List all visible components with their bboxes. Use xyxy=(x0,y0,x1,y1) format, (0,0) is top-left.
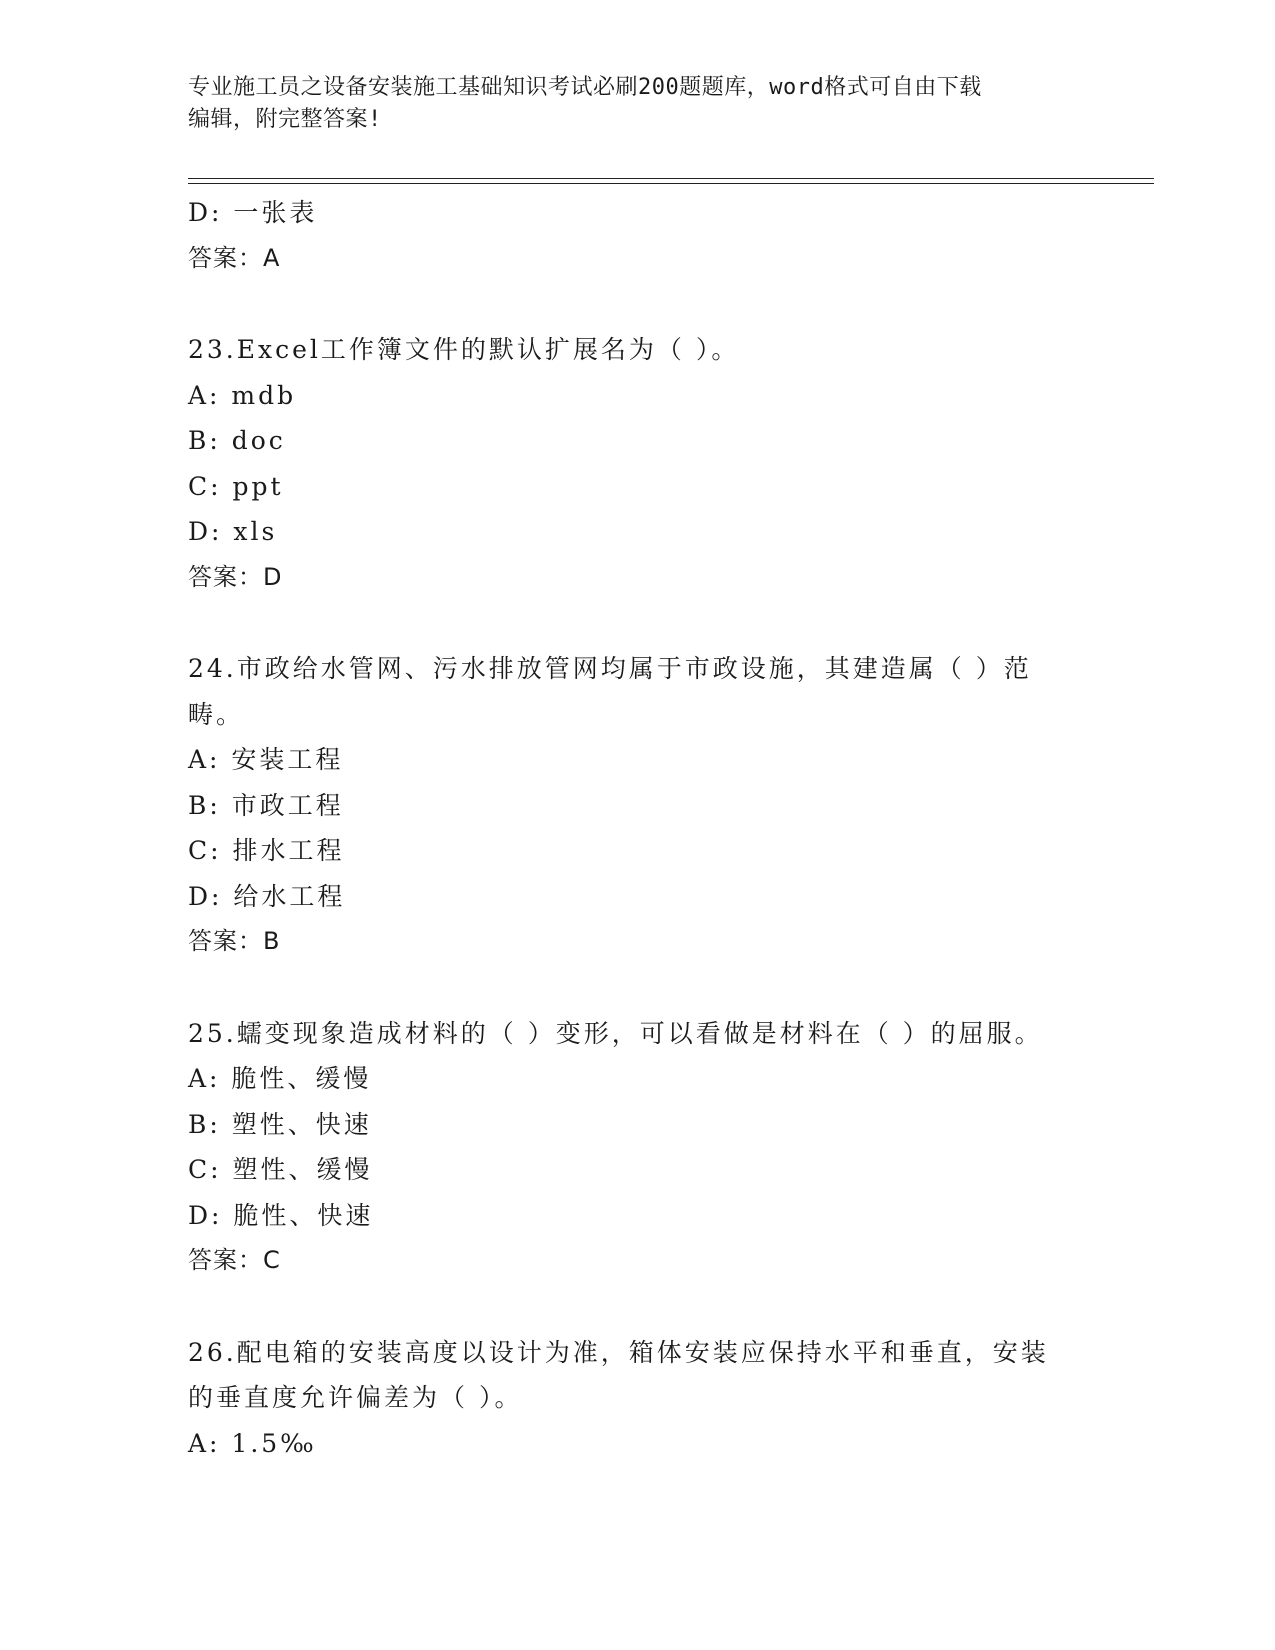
question-22 xyxy=(188,190,1088,281)
question-25 xyxy=(188,1011,1088,1284)
document-header xyxy=(188,72,1068,136)
answer-label: 答案：D xyxy=(188,562,283,591)
header-title-line-2: 编辑，附完整答案! xyxy=(188,107,382,132)
option-c: C: 塑性、缓慢 xyxy=(188,1155,373,1184)
option-c: C: 排水工程 xyxy=(188,836,345,865)
question-text-line-2: 的垂直度允许偏差为（ ）。 xyxy=(188,1383,523,1412)
option-d: D: 给水工程 xyxy=(188,881,346,911)
header-divider-top xyxy=(188,178,1154,179)
question-text-line-1: 26.配电箱的安装高度以设计为准，箱体安装应保持水平和垂直，安装 xyxy=(188,1337,1049,1367)
spacer xyxy=(188,281,1088,327)
question-26 xyxy=(188,1330,1088,1467)
option-b: B: doc xyxy=(188,426,286,455)
option-d: D: 一张表 xyxy=(188,198,318,227)
answer-label: 答案：C xyxy=(188,1246,281,1274)
question-23 xyxy=(188,327,1088,600)
question-text: 25.蠕变现象造成材料的（ ）变形，可以看做是材料在（ ）的屈服。 xyxy=(188,1018,1043,1048)
option-a: A: mdb xyxy=(188,380,297,410)
question-text-line-2: 畴。 xyxy=(188,699,245,729)
option-d: D: xls xyxy=(188,517,278,546)
answer-label: 答案：B xyxy=(188,927,281,955)
question-text: 23.Excel工作簿文件的默认扩展名为（ ）。 xyxy=(188,335,740,364)
option-a: A: 安装工程 xyxy=(188,745,344,774)
header-divider-bottom xyxy=(188,183,1154,184)
question-text-line-1: 24.市政给水管网、污水排放管网均属于市政设施，其建造属（ ）范 xyxy=(188,654,1032,683)
spacer xyxy=(188,600,1088,646)
option-a: A: 1.5‰ xyxy=(188,1428,317,1458)
question-24 xyxy=(188,646,1088,965)
option-b: B: 塑性、快速 xyxy=(188,1109,372,1139)
option-b: B: 市政工程 xyxy=(188,790,344,820)
answer-label: 答案：A xyxy=(188,243,281,272)
question-list xyxy=(188,190,1088,1466)
option-c: C: ppt xyxy=(188,471,284,501)
spacer xyxy=(188,965,1088,1011)
option-a: A: 脆性、缓慢 xyxy=(188,1064,372,1093)
spacer xyxy=(188,1284,1088,1330)
header-title-line-1: 专业施工员之设备安装施工基础知识考试必刷200题题库，word格式可自由下载 xyxy=(188,75,982,100)
option-d: D: 脆性、快速 xyxy=(188,1200,374,1230)
